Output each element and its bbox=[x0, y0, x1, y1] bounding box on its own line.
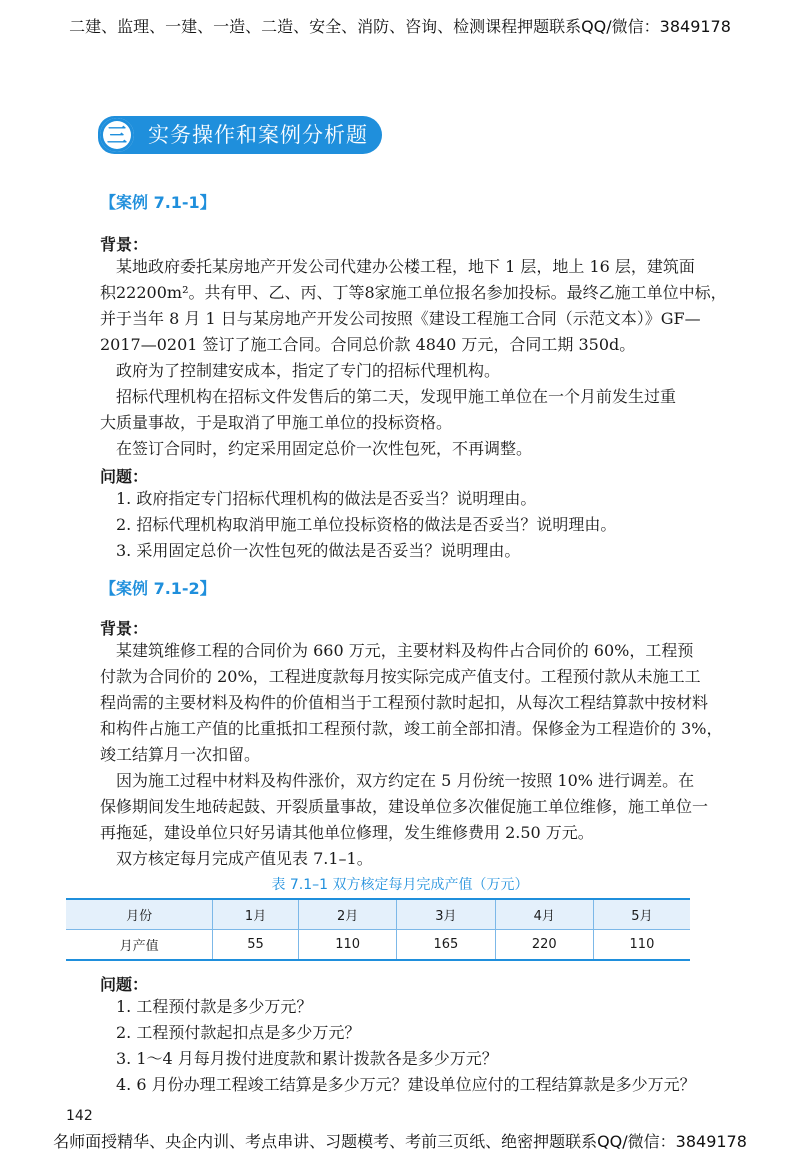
case-title-1: 【案例 7.1-1】 bbox=[100, 193, 216, 212]
table-header-cell: 月份 bbox=[66, 899, 213, 930]
case1-line: 政府为了控制建安成本，指定了专门的招标代理机构。 bbox=[116, 361, 501, 380]
case2-line: 某建筑维修工程的合同价为 660 万元，主要材料及构件占合同价的 60%，工程预 bbox=[116, 641, 694, 660]
case2-line: 和构件占施工产值的比重抵扣工程预付款，竣工前全部扣清。保修金为工程造价的 3%， bbox=[100, 719, 723, 738]
case2-line: 再拖延，建设单位只好另请其他单位修理，发生维修费用 2.50 万元。 bbox=[100, 823, 594, 842]
section-number: 三 bbox=[100, 118, 134, 152]
section-title: 实务操作和案例分析题 bbox=[148, 123, 368, 147]
case1-line: 积22200m²。共有甲、乙、丙、丁等8家施工单位报名参加投标。最终乙施工单位中标， bbox=[100, 283, 727, 302]
case1-line: 在签订合同时，约定采用固定总价一次性包死，不再调整。 bbox=[116, 439, 533, 458]
case1-question: 1. 政府指定专门招标代理机构的做法是否妥当？说明理由。 bbox=[116, 489, 537, 508]
table-cell: 55 bbox=[213, 930, 299, 961]
table-row bbox=[66, 930, 690, 961]
case2-line: 付款为合同价的 20%，工程进度款每月按实际完成产值支付。工程预付款从未施工工 bbox=[100, 667, 701, 686]
case2-line: 保修期间发生地砖起鼓、开裂质量事故，建设单位多次催促施工单位维修，施工单位一 bbox=[100, 797, 709, 816]
page-number: 142 bbox=[66, 1108, 93, 1124]
monthly-output-table bbox=[66, 898, 690, 961]
section-banner bbox=[98, 116, 382, 154]
questions-label-2: 问题： bbox=[100, 975, 149, 994]
case2-question: 4. 6 月份办理工程竣工结算是多少万元？建设单位应付的工程结算款是多少万元？ bbox=[116, 1075, 696, 1094]
table-cell: 110 bbox=[593, 930, 690, 961]
table-header-row bbox=[66, 899, 690, 930]
table-cell: 月产值 bbox=[66, 930, 213, 961]
case1-question: 3. 采用固定总价一次性包死的做法是否妥当？说明理由。 bbox=[116, 541, 521, 560]
case2-question: 1. 工程预付款是多少万元？ bbox=[116, 997, 313, 1016]
case-title-2: 【案例 7.1-2】 bbox=[100, 579, 216, 598]
case1-line: 并于当年 8 月 1 日与某房地产开发公司按照《建设工程施工合同（示范文本）》GF— bbox=[100, 309, 701, 328]
table-cell: 220 bbox=[495, 930, 593, 961]
table-cell: 110 bbox=[298, 930, 396, 961]
footer-promo: 名师面授精华、央企内训、考点串讲、习题模考、考前三页纸、绝密押题联系QQ/微信：3849178 bbox=[53, 1132, 747, 1151]
table-caption: 表 7.1–1 双方核定每月完成产值（万元） bbox=[271, 877, 529, 893]
table-header-cell: 3月 bbox=[397, 899, 495, 930]
table-header-cell: 1月 bbox=[213, 899, 299, 930]
case2-line: 程尚需的主要材料及构件的价值相当于工程预付款时起扣，从每次工程结算款中按材料 bbox=[100, 693, 709, 712]
case2-line: 因为施工过程中材料及构件涨价，双方约定在 5 月份统一按照 10% 进行调差。在 bbox=[116, 771, 695, 790]
header-promo: 二建、监理、一建、一造、二造、安全、消防、咨询、检测课程押题联系QQ/微信：3849178 bbox=[69, 17, 731, 36]
case1-question: 2. 招标代理机构取消甲施工单位投标资格的做法是否妥当？说明理由。 bbox=[116, 515, 617, 534]
table-cell: 165 bbox=[397, 930, 495, 961]
questions-label-1: 问题： bbox=[100, 467, 149, 486]
background-label-1: 背景： bbox=[100, 235, 149, 254]
case2-line: 双方核定每月完成产值见表 7.1–1。 bbox=[116, 849, 373, 868]
case1-line: 招标代理机构在招标文件发售后的第二天，发现甲施工单位在一个月前发生过重 bbox=[116, 387, 677, 406]
case1-line: 大质量事故，于是取消了甲施工单位的投标资格。 bbox=[100, 413, 453, 432]
table-header-cell: 4月 bbox=[495, 899, 593, 930]
case1-line: 2017—0201 签订了施工合同。合同总价款 4840 万元，合同工期 350d。 bbox=[100, 335, 636, 354]
table-header-cell: 2月 bbox=[298, 899, 396, 930]
case2-question: 3. 1～4 月每月拨付进度款和累计拨款各是多少万元？ bbox=[116, 1049, 498, 1068]
case1-line: 某地政府委托某房地产开发公司代建办公楼工程，地下 1 层，地上 16 层，建筑面 bbox=[116, 257, 695, 276]
case2-line: 竣工结算月一次扣留。 bbox=[100, 745, 261, 764]
background-label-2: 背景： bbox=[100, 619, 149, 638]
case2-question: 2. 工程预付款起扣点是多少万元？ bbox=[116, 1023, 361, 1042]
table-header-cell: 5月 bbox=[593, 899, 690, 930]
